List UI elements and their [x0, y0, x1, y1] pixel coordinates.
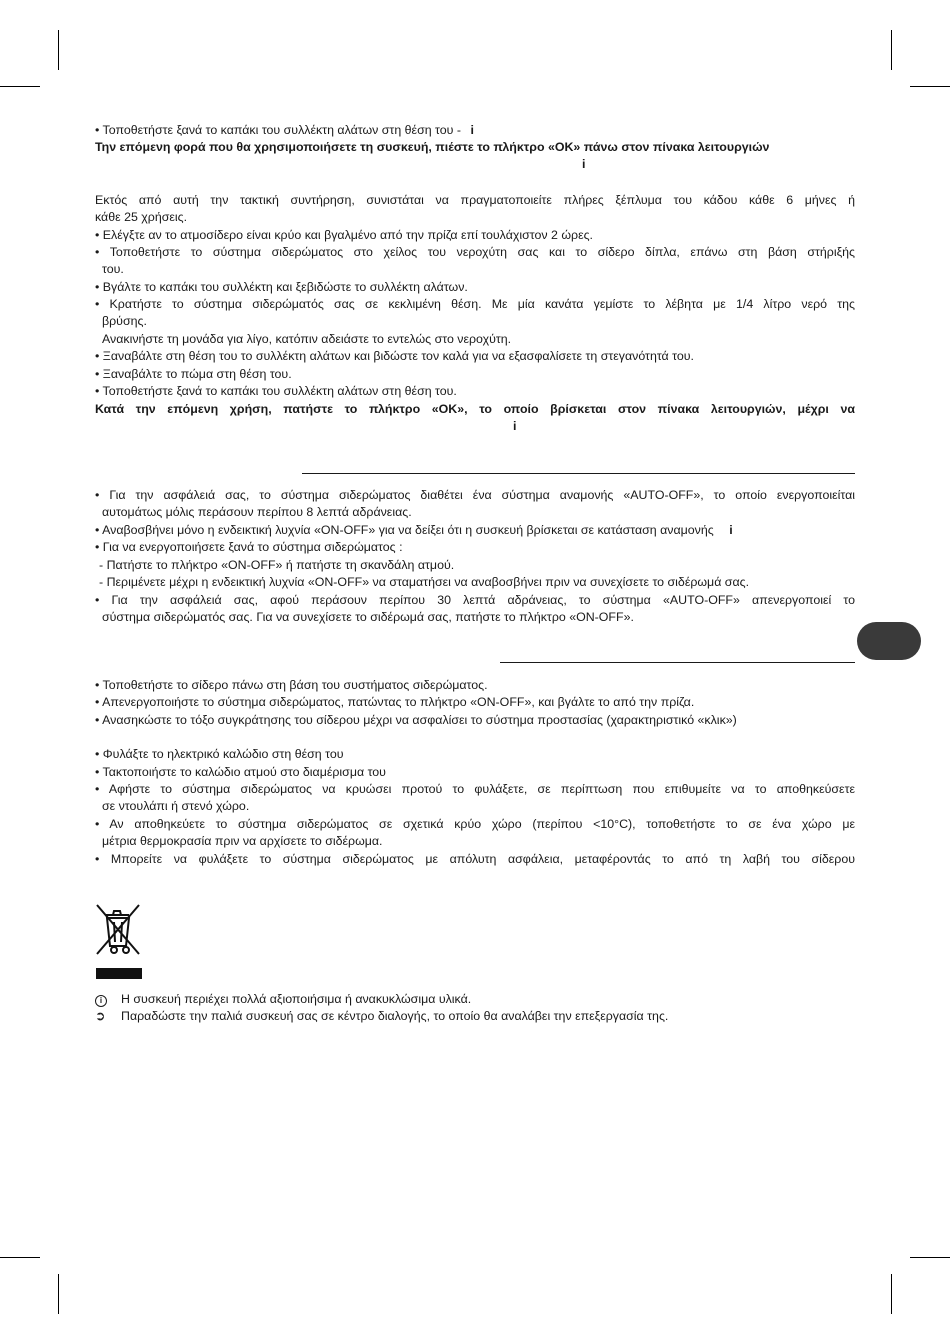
bullet-item: • Τοποθετήστε το σύστημα σιδερώματος στο χείλος του νεροχύτη σας και το σίδερο δίπλα, επάνω στη βάση στήριξής — [95, 245, 855, 259]
crop-mark — [58, 1274, 59, 1314]
bullet-item: • Τακτοποιήστε το καλώδιο ατμού στο διαμέρισμα του — [95, 765, 386, 779]
bold-line: Την επόμενη φορά που θα χρησιμοποιήσετε τη συσκευή, πιέστε το πλήκτρο «OK» πάνω στον πίνακα λειτουργιών — [95, 140, 770, 154]
bullet-item: • Κρατήστε το σύστημα σιδερώματός σας σε κεκλιμένη θέση. Με μία κανάτα γεμίστε το λέβητα με 1/4 λίτρο νερό της — [95, 297, 855, 311]
bullet-item: • Τοποθετήστε το σίδερο πάνω στη βάση του συστήματος σιδερώματος. — [95, 678, 488, 692]
bullet-item — [95, 522, 855, 539]
bullet-item: • Ξαναβάλτε το πώμα στη θέση του. — [95, 367, 292, 381]
disposal-bar — [96, 968, 142, 979]
info-circle-icon — [95, 991, 111, 1008]
section-rule — [500, 662, 855, 663]
text-line: Εκτός από αυτή την τακτική συντήρηση, συνιστάται να πραγματοποιείτε πλήρες ξέπλυμα του κάδου κάθε 6 μήνες ή — [95, 193, 855, 207]
info-mark: i — [470, 123, 474, 137]
text-line: Ανακινήστε τη μονάδα για λίγο, κατόπιν αδειάστε το εντελώς στο νεροχύτη. — [102, 332, 512, 346]
info-mark: i — [95, 995, 107, 1007]
bullet-item: • Για την ασφάλειά σας, αφού περάσουν περίπου 30 λεπτά αδράνειας, το σύστημα «AUTO-OFF» απενεργοποιεί το — [95, 593, 855, 607]
text-line: Η συσκευή περιέχει πολλά αξιοποιήσιμα ή ανακυκλώσιμα υλικά. — [121, 992, 472, 1006]
bullet-item: • Μπορείτε να φυλάξετε το σύστημα σιδερώματος με απόλυτη ασφάλεια, μεταφέροντάς το από τη λαβή του σίδερου — [95, 852, 855, 866]
crop-mark — [58, 30, 59, 70]
info-mark: i — [729, 523, 733, 537]
text-line: • Τοποθετήστε ξανά το καπάκι του συλλέκτη αλάτων στη θέση του - i — [95, 123, 474, 137]
text-line: μέτρια θερμοκρασία πριν να αρχίσετε το σιδέρωμα. — [102, 834, 383, 848]
crop-mark — [910, 86, 950, 87]
crop-mark — [910, 1257, 950, 1258]
bullet-item: • Για να ενεργοποιήσετε ξανά το σύστημα σιδερώματος : — [95, 540, 403, 554]
bullet-item: • Αν αποθηκεύετε το σύστημα σιδερώματος σε σχετικά κρύο χώρο (περίπου <10°C), τοποθετήστε το σε ένα χώρο με — [95, 817, 855, 831]
crop-mark — [0, 86, 40, 87]
crossed-out-wheelie-bin-icon — [92, 902, 144, 958]
crop-mark — [891, 1274, 892, 1314]
text-line: κάθε 25 χρήσεις. — [95, 210, 188, 224]
text-line: σε ντουλάπι ή στενό χώρο. — [102, 799, 250, 813]
bullet-item: • Ξαναβάλτε στη θέση του το συλλέκτη αλάτων και βιδώστε τον καλά για να εξασφαλίσετε τη στεγανότητά του. — [95, 349, 694, 363]
crop-mark — [891, 30, 892, 70]
bullet-text: • Αναβοσβήνει μόνο η ενδεικτική λυχνία «ON-OFF» για να δείξει ότι η συσκευή βρίσκεται σε κατάσταση αναμονής — [95, 523, 714, 537]
text-line: βρύσης. — [102, 314, 147, 328]
text-line: Παραδώστε την παλιά συσκευή σας σε κέντρο διαλογής, το οποίο θα αναλάβει την επεξεργασία της. — [121, 1009, 669, 1023]
arrow-icon: ➲ — [95, 1009, 106, 1023]
sub-item: - Πατήστε το πλήκτρο «ON-OFF» ή πατήστε τη σκανδάλη ατμού. — [99, 558, 455, 572]
bullet-item: • Απενεργοποιήστε το σύστημα σιδερώματος, πατώντας το πλήκτρο «ON-OFF», και βγάλτε το από την πρίζα. — [95, 695, 695, 709]
bullet-item: • Αφήστε το σύστημα σιδερώματος να κρυώσει προτού το φυλάξετε, σε περίπτωση που επιθυμείτε να το αποθηκεύσετε — [95, 782, 855, 796]
bullet-item: • Ανασηκώστε το τόξο συγκράτησης του σίδερου μέχρι να ασφαλίσει το σύστημα προστασίας (χαρακτηριστικό «κλικ») — [95, 713, 737, 727]
language-tab — [857, 622, 921, 660]
info-mark: i — [582, 157, 586, 171]
bullet-item: • Φυλάξτε το ηλεκτρικό καλώδιο στη θέση του — [95, 747, 344, 761]
bullet-item: • Τοποθετήστε ξανά το καπάκι του συλλέκτη αλάτων στη θέση του. — [95, 384, 457, 398]
bold-line: Κατά την επόμενη χρήση, πατήστε το πλήκτρο «OK», το οποίο βρίσκεται στον πίνακα λειτουργιών, μέχρι να — [95, 402, 855, 416]
crop-mark — [0, 1257, 40, 1258]
bullet-item: • Βγάλτε το καπάκι του συλλέκτη και ξεβιδώστε το συλλέκτη αλάτων. — [95, 280, 468, 294]
sub-item: - Περιμένετε μέχρι η ενδεικτική λυχνία «ON-OFF» να σταματήσει να αναβοσβήνει πριν να συνεχίσετε το σιδέρωμά σας. — [99, 575, 750, 589]
text-line: σύστημα σιδερώματός σας. Για να συνεχίσετε το σιδέρωμά σας, πατήστε το πλήκτρο «ON-OFF». — [102, 610, 634, 624]
bullet-item: • Ελέγξτε αν το ατμοσίδερο είναι κρύο και βγαλμένο από την πρίζα επί τουλάχιστον 2 ώρες. — [95, 228, 594, 242]
info-mark: i — [513, 419, 517, 433]
section-rule — [302, 473, 855, 474]
text-line: του. — [102, 262, 124, 276]
bullet-item: • Για την ασφάλειά σας, το σύστημα σιδερώματος διαθέτει ένα σύστημα αναμονής «AUTO-OFF», το οποίο ενεργοποιείται — [95, 488, 855, 502]
text-line: αυτομάτως μόλις περάσουν περίπου 8 λεπτά αδράνειας. — [102, 505, 412, 519]
